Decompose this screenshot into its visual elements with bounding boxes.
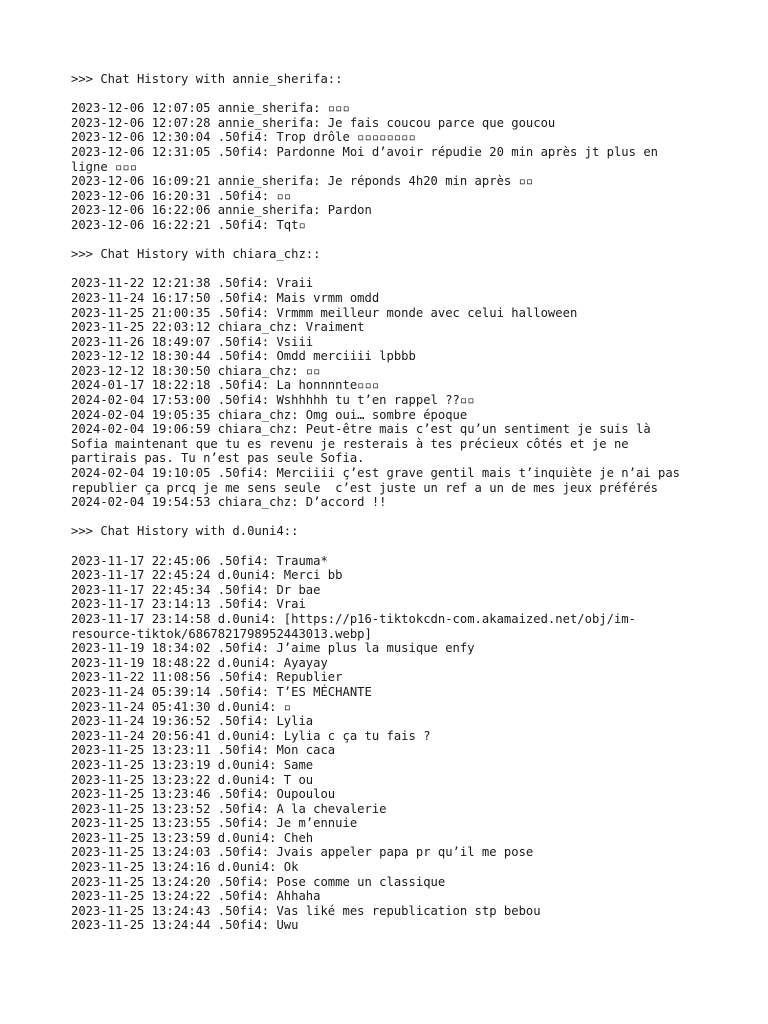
chat-message-line: 2023-11-25 13:24:03 .50fi4: Jvais appeler papa pr qu’il me pose — [71, 845, 534, 860]
chat-message-line: 2023-11-19 18:34:02 .50fi4: J’aime plus la musique enfy — [71, 641, 475, 656]
chat-message-line: 2023-11-17 22:45:06 .50fi4: Trauma* — [71, 553, 328, 568]
chat-message-line: 2023-11-22 12:21:38 .50fi4: Vraii — [71, 276, 314, 291]
chat-message-line: 2023-11-24 19:36:52 .50fi4: Lylia — [71, 714, 314, 729]
chat-message-line: 2023-12-12 18:30:44 .50fi4: Omdd merciiii lpbbb — [71, 349, 416, 364]
chat-message-line: 2023-11-17 22:45:24 d.0uni4: Merci bb — [71, 568, 343, 583]
message-list — [71, 101, 711, 232]
chat-message-line: 2023-11-17 23:14:13 .50fi4: Vrai — [71, 597, 306, 612]
chat-message-line: 2023-11-25 13:23:22 d.0uni4: T ou — [71, 772, 314, 787]
message-list — [71, 554, 711, 933]
chat-message-line: 2023-11-24 05:39:14 .50fi4: T’ES MÉCHANTE — [71, 684, 372, 699]
chat-message-line: 2023-12-06 16:22:21 .50fi4: Tqt▫ — [71, 217, 306, 232]
chat-message-line: 2023-11-25 13:23:52 .50fi4: A la chevalerie — [71, 801, 387, 816]
chat-message-line: 2023-11-19 18:48:22 d.0uni4: Ayayay — [71, 655, 328, 670]
chat-message-line: 2023-12-06 16:20:31 .50fi4: ▫▫ — [71, 188, 292, 203]
chat-section-chiara-chz — [71, 247, 711, 510]
chat-section-header: >>> Chat History with chiara_chz:: — [71, 247, 321, 262]
chat-message-line: 2023-11-25 13:23:59 d.0uni4: Cheh — [71, 830, 314, 845]
chat-section-header: >>> Chat History with annie_sherifa:: — [71, 72, 343, 86]
chat-section-annie-sherifa — [71, 72, 711, 233]
chat-message-line: 2023-11-25 21:00:35 .50fi4: Vrmmm meilleur monde avec celui halloween — [71, 305, 578, 320]
chat-message-line: 2024-02-04 19:06:59 chiara_chz: Peut-être mais c’est qu’un sentiment je suis là Sofia maintenant que tu es revenu je resterais à tes précieux côtés et je ne partirais pas. Tu n’est pas seule Sofia. — [71, 422, 651, 466]
chat-message-line: 2023-11-25 13:24:16 d.0uni4: Ok — [71, 860, 299, 875]
chat-message-line: 2024-01-17 18:22:18 .50fi4: La honnnnte▫▫▫ — [71, 378, 380, 393]
chat-message-line: 2023-11-25 13:23:55 .50fi4: Je m’ennuie — [71, 816, 358, 831]
chat-section-d0uni4 — [71, 524, 711, 933]
chat-message-line: 2023-11-24 16:17:50 .50fi4: Mais vrmm omdd — [71, 290, 380, 305]
chat-message-line: 2023-12-06 12:07:28 annie_sherifa: Je fais coucou parce que goucou — [71, 115, 556, 130]
chat-message-line: 2023-11-24 05:41:30 d.0uni4: ▫ — [71, 699, 292, 714]
chat-message-line: 2023-11-25 22:03:12 chiara_chz: Vraiment — [71, 320, 365, 335]
chat-message-line: 2023-12-06 12:07:05 annie_sherifa: ▫▫▫ — [71, 101, 350, 116]
chat-section-header: >>> Chat History with d.0uni4:: — [71, 524, 299, 539]
chat-message-line: 2023-11-25 13:24:43 .50fi4: Vas liké mes republication stp bebou — [71, 903, 541, 918]
chat-message-line: 2023-12-06 12:30:04 .50fi4: Trop drôle ▫▫▫▫▫▫▫▫ — [71, 130, 416, 145]
chat-message-line: 2024-02-04 19:05:35 chiara_chz: Omg oui… sombre époque — [71, 407, 468, 422]
chat-message-line: 2023-11-25 13:24:44 .50fi4: Uwu — [71, 918, 299, 933]
chat-message-line: 2023-11-26 18:49:07 .50fi4: Vsiii — [71, 334, 314, 349]
chat-message-line: 2023-11-22 11:08:56 .50fi4: Republier — [71, 670, 343, 685]
chat-message-line: 2023-11-24 20:56:41 d.0uni4: Lylia c ça tu fais ? — [71, 728, 431, 743]
chat-message-line: 2023-12-06 16:22:06 annie_sherifa: Pardon — [71, 203, 372, 218]
chat-message-line: 2023-11-25 13:23:11 .50fi4: Mon caca — [71, 743, 336, 758]
chat-message-line: 2024-02-04 17:53:00 .50fi4: Wshhhhh tu t’en rappel ??▫▫ — [71, 393, 475, 408]
chat-message-line: 2023-11-17 23:14:58 d.0uni4: [https://p16-tiktokcdn-com.akamaized.net/obj/im- resource-tiktok/6867821798952443013.webp] — [71, 611, 636, 641]
chat-message-line: 2023-11-17 22:45:34 .50fi4: Dr bae — [71, 582, 321, 597]
chat-message-line: 2023-11-25 13:24:20 .50fi4: Pose comme un classique — [71, 874, 446, 889]
chat-message-line: 2023-12-12 18:30:50 chiara_chz: ▫▫ — [71, 363, 321, 378]
chat-message-line: 2023-11-25 13:23:19 d.0uni4: Same — [71, 757, 314, 772]
chat-message-line: 2024-02-04 19:54:53 chiara_chz: D’accord !! — [71, 495, 387, 510]
chat-message-line: 2023-12-06 16:09:21 annie_sherifa: Je réponds 4h20 min après ▫▫ — [71, 174, 534, 189]
chat-message-line: 2024-02-04 19:10:05 .50fi4: Merciiii ç’est grave gentil mais t’inquiète je n’ai pas republier ça prcq je me sens seule c’est juste un ref a un de mes jeux préférés — [71, 466, 681, 495]
message-list — [71, 276, 711, 510]
chat-message-line: 2023-11-25 13:23:46 .50fi4: Oupoulou — [71, 787, 336, 802]
chat-history-document — [71, 72, 711, 948]
chat-message-line: 2023-11-25 13:24:22 .50fi4: Ahhaha — [71, 889, 321, 904]
chat-message-line: 2023-12-06 12:31:05 .50fi4: Pardonne Moi d’avoir répudie 20 min après jt plus en ligne ▫▫▫ — [71, 144, 658, 174]
